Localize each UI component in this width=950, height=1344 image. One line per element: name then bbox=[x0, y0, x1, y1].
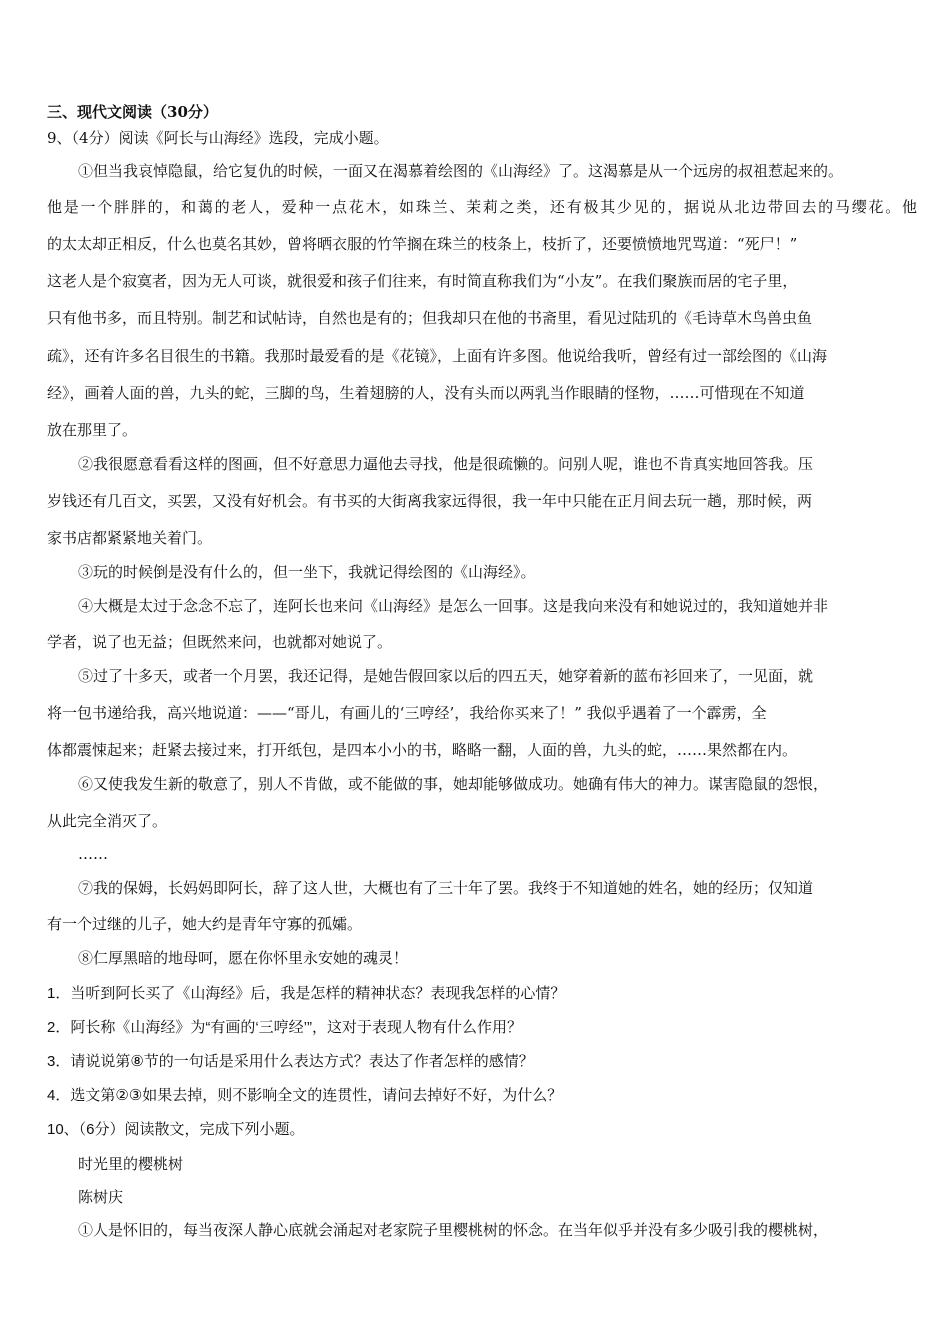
q10-p1-line-1: ①人是怀旧的，每当夜深人静心底就会涌起对老家院子里樱桃树的怀念。在当年似乎并没有多少吸引我的樱桃树， bbox=[78, 1221, 829, 1239]
q9-p1-line-1: ①但当我哀悼隐鼠，给它复仇的时候，一面又在渴慕着绘图的《山海经》了。这渴慕是从一个远房的叔祖惹起来的。 bbox=[78, 162, 844, 180]
q9-p2-line-1: ②我很愿意看看这样的图画，但不好意思力逼他去寻找，他是很疏懒的。问别人呢，谁也不肯真实地回答我。压 bbox=[78, 455, 814, 473]
q9-p3-line-1: ③玩的时候倒是没有什么的，但一坐下，我就记得绘图的《山海经》。 bbox=[78, 563, 536, 581]
q9-p1-line-2: 他是一个胖胖的，和蔼的老人，爱种一点花木，如珠兰、茉莉之类，还有极其少见的，据说从北边带回去的马缨花。他 bbox=[47, 198, 917, 216]
q9-p1-line-8: 放在那里了。 bbox=[47, 421, 138, 439]
q9-p2-line-3: 家书店都紧紧地关着门。 bbox=[47, 529, 213, 547]
ellipsis: …… bbox=[78, 845, 108, 863]
q9-p1-line-6: 疏》，还有许多名目很生的书籍。我那时最爱看的是《花镜》，上面有许多图。他说给我听，曾经有过一部绘图的《山海 bbox=[47, 347, 828, 365]
q9-question-4: 4．选文第②③如果去掉，则不影响全文的连贯性，请问去掉好不好，为什么？ bbox=[47, 1087, 563, 1104]
q9-p2-line-2: 岁钱还有几百文，买罢，又没有好机会。有书买的大街离我家远得很，我一年中只能在正月间去玩一趟，那时候，两 bbox=[47, 492, 813, 510]
question-10-intro: 10、（6分）阅读散文，完成下列小题。 bbox=[47, 1121, 305, 1138]
q9-p6-line-1: ⑥又使我发生新的敬意了，别人不肯做，或不能做的事，她却能够做成功。她确有伟大的神力。谋害隐鼠的怨恨， bbox=[78, 775, 829, 793]
q9-p6-line-2: 从此完全消灭了。 bbox=[47, 812, 168, 830]
q9-p5-line-1: ⑤过了十多天，或者一个月罢，我还记得，是她告假回家以后的四五天，她穿着新的蓝布衫回来了，一见面，就 bbox=[78, 667, 814, 685]
q9-p5-line-2: 将一包书递给我，高兴地说道：——“哥儿，有画儿的‘三哼经’，我给你买来了！” 我似乎遇着了一个霹雳，全 bbox=[47, 704, 767, 722]
q9-p1-line-7: 经》，画着人面的兽，九头的蛇，三脚的鸟，生着翅膀的人，没有头而以两乳当作眼睛的怪物，……可惜现在不知道 bbox=[47, 384, 805, 402]
q9-p7-line-2: 有一个过继的儿子，她大约是青年守寡的孤孀。 bbox=[47, 915, 363, 933]
q9-p4-line-2: 学者，说了也无益；但既然来问，也就都对她说了。 bbox=[47, 633, 393, 651]
q9-p5-line-3: 体都震悚起来；赶紧去接过来，打开纸包，是四本小小的书，略略一翻，人面的兽，九头的蛇，……果然都在内。 bbox=[47, 741, 798, 759]
q9-p7-line-1: ⑦我的保姆，长妈妈即阿长，辞了这人世，大概也有了三十年了罢。我终于不知道她的姓名，她的经历；仅知道 bbox=[78, 879, 814, 897]
question-9-intro: 9、（4分）阅读《阿长与山海经》选段，完成小题。 bbox=[47, 129, 389, 147]
q9-question-3: 3．请说说第⑧节的一句话是采用什么表达方式？表达了作者怎样的感情？ bbox=[47, 1053, 534, 1070]
essay-title: 时光里的樱桃树 bbox=[78, 1155, 184, 1173]
essay-author: 陈树庆 bbox=[78, 1188, 124, 1206]
q9-question-1: 1．当听到阿长买了《山海经》后，我是怎样的精神状态？表现我怎样的心情？ bbox=[47, 985, 566, 1002]
q9-p4-line-1: ④大概是太过于念念不忘了，连阿长也来问《山海经》是怎么一回事。这是我向来没有和她说过的，我知道她并非 bbox=[78, 597, 829, 615]
q9-p1-line-5: 只有他书多，而且特别。制艺和试帖诗，自然也是有的；但我却只在他的书斋里，看见过陆玑的《毛诗草木鸟兽虫鱼 bbox=[47, 309, 813, 327]
q9-question-2: 2．阿长称《山海经》为“有画的‘三哼经’”，这对于表现人物有什么作用？ bbox=[47, 1019, 523, 1036]
q9-p1-line-3: 的太太却正相反，什么也莫名其妙，曾将晒衣服的竹竿搁在珠兰的枝条上，枝折了，还要愤愤地咒骂道：“死尸！” bbox=[47, 235, 798, 253]
q9-p8-line-1: ⑧仁厚黑暗的地母呵，愿在你怀里永安她的魂灵！ bbox=[78, 949, 409, 967]
section-heading: 三、现代文阅读（30分） bbox=[47, 103, 218, 121]
q9-p1-line-4: 这老人是个寂寞者，因为无人可谈，就很爱和孩子们往来，有时简直称我们为“小友”。在我们聚族而居的宅子里， bbox=[47, 272, 798, 290]
